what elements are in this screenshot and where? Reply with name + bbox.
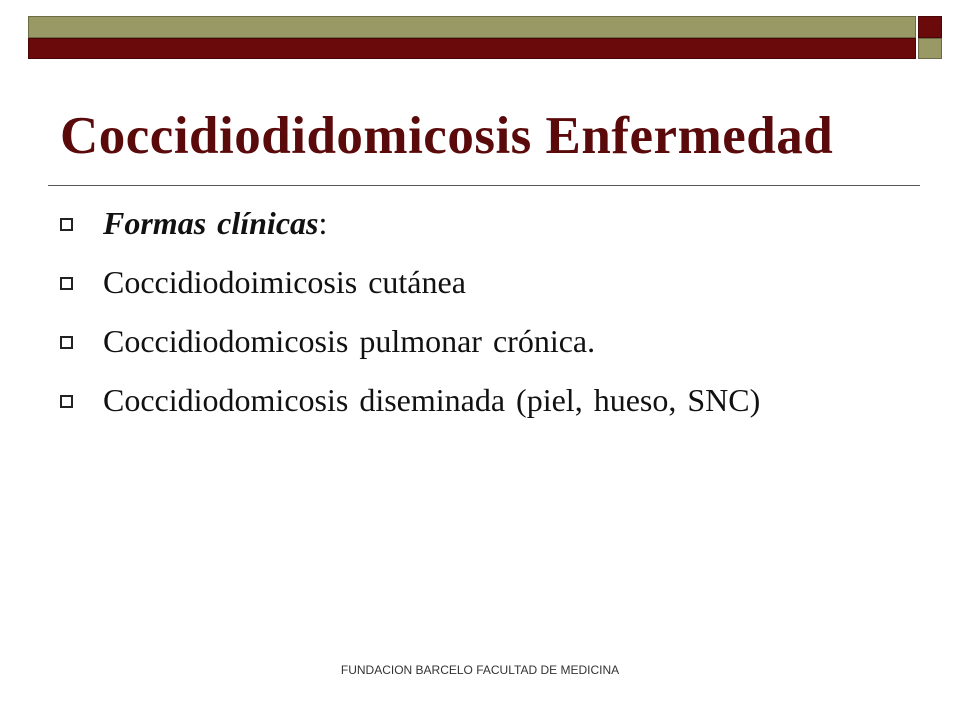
header-bar-olive bbox=[28, 16, 916, 38]
header-bar-maroon bbox=[28, 38, 916, 59]
bullet-item-cutanea bbox=[60, 261, 900, 303]
title-divider bbox=[48, 185, 920, 186]
hollow-square-icon bbox=[60, 395, 73, 408]
bullet-text: Coccidiodomicosis diseminada (piel, hueso, SNC) bbox=[103, 382, 761, 418]
corner-square-olive bbox=[918, 38, 942, 59]
corner-square-maroon bbox=[918, 16, 942, 38]
bullet-text bbox=[103, 202, 900, 244]
slide-title: Coccidiodidomicosis Enfermedad bbox=[60, 107, 834, 165]
bullet-term-suffix: : bbox=[318, 205, 328, 241]
bullet-text: Coccidiodomicosis pulmonar crónica. bbox=[103, 323, 596, 359]
bullet-item-formas-clinicas bbox=[60, 202, 900, 244]
bullet-term: Formas clínicas bbox=[103, 205, 319, 241]
bullet-item-pulmonar bbox=[60, 320, 900, 362]
hollow-square-icon bbox=[60, 277, 73, 290]
bullet-list bbox=[60, 202, 900, 438]
bullet-item-diseminada bbox=[60, 379, 900, 421]
hollow-square-icon bbox=[60, 336, 73, 349]
footer-text: FUNDACION BARCELO FACULTAD DE MEDICINA bbox=[340, 663, 620, 677]
bullet-text: Coccidiodoimicosis cutánea bbox=[103, 264, 466, 300]
hollow-square-icon bbox=[60, 218, 73, 231]
